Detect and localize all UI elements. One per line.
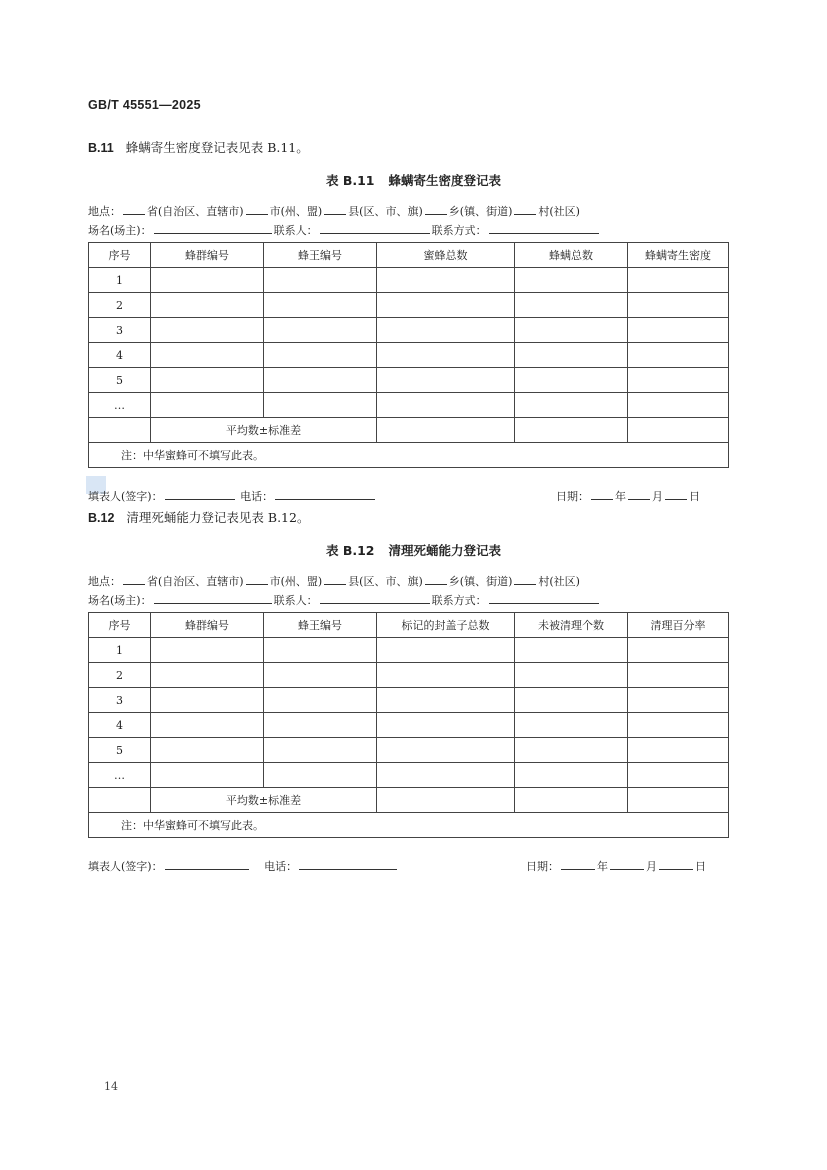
entry-cell[interactable]	[628, 688, 729, 713]
entry-cell[interactable]	[264, 368, 377, 393]
entry-cell[interactable]	[264, 318, 377, 343]
column-header: 蜂群编号	[151, 613, 264, 638]
entry-cell[interactable]	[377, 763, 515, 788]
table-header-row	[89, 613, 729, 638]
entry-cell[interactable]	[264, 638, 377, 663]
entry-cell[interactable]	[377, 638, 515, 663]
row-index: 5	[89, 738, 151, 763]
column-header: 标记的封盖子总数	[377, 613, 515, 638]
table-title	[0, 541, 827, 559]
entry-cell[interactable]	[628, 788, 729, 813]
entry-cell[interactable]	[628, 393, 729, 418]
table-header-row	[89, 243, 729, 268]
entry-cell[interactable]	[628, 268, 729, 293]
section-number: B.11	[88, 141, 114, 155]
entry-cell[interactable]	[628, 638, 729, 663]
entry-cell[interactable]	[377, 268, 515, 293]
entry-cell[interactable]	[628, 738, 729, 763]
table-caption: 清理死蛹能力登记表	[388, 543, 502, 558]
row-index: 2	[89, 293, 151, 318]
column-header: 蜜蜂总数	[377, 243, 515, 268]
table-note: 注：中华蜜蜂可不填写此表。	[89, 443, 729, 468]
note-row	[89, 443, 729, 468]
entry-cell[interactable]	[377, 788, 515, 813]
entry-cell[interactable]	[377, 393, 515, 418]
row-index: 1	[89, 268, 151, 293]
signature-line: 填表人(签字)： 电话： 日期： 年 月 日	[88, 860, 706, 873]
table-row	[89, 393, 729, 418]
table-row	[89, 763, 729, 788]
farm-line: 场名(场主)： 联系人： 联系方式：	[88, 592, 601, 608]
entry-cell[interactable]	[515, 293, 628, 318]
table-number: 表 B.11	[325, 173, 375, 188]
location-line: 地点： 省(自治区、直辖市) 市(州、盟) 县(区、市、旗) 乡(镇、街道) 村(社区)	[88, 205, 580, 218]
column-header: 蜂群编号	[151, 243, 264, 268]
entry-cell[interactable]	[264, 663, 377, 688]
table-row	[89, 368, 729, 393]
entry-cell[interactable]	[264, 268, 377, 293]
page-number: 14	[104, 1080, 118, 1093]
section-intro	[88, 138, 309, 156]
column-header: 序号	[89, 243, 151, 268]
entry-cell[interactable]	[377, 713, 515, 738]
table-caption: 蜂螨寄生密度登记表	[388, 173, 502, 188]
date-field: 日期： 年 月 日	[556, 490, 700, 503]
entry-cell[interactable]	[515, 343, 628, 368]
entry-cell[interactable]	[515, 713, 628, 738]
entry-cell[interactable]	[377, 688, 515, 713]
entry-cell[interactable]	[515, 393, 628, 418]
entry-cell[interactable]	[515, 638, 628, 663]
entry-cell[interactable]	[515, 788, 628, 813]
entry-cell[interactable]	[151, 638, 264, 663]
row-index: 4	[89, 343, 151, 368]
table-number: 表 B.12	[325, 543, 375, 558]
row-index: 1	[89, 638, 151, 663]
standard-number: GB/T 45551—2025	[88, 98, 201, 112]
section-number: B.12	[88, 511, 115, 525]
entry-cell[interactable]	[628, 713, 729, 738]
table-title	[0, 171, 827, 189]
entry-cell[interactable]	[515, 763, 628, 788]
signature-line: 填表人(签字)： 电话： 日期： 年 月 日	[88, 490, 700, 503]
entry-cell[interactable]	[264, 393, 377, 418]
entry-cell[interactable]	[628, 418, 729, 443]
entry-cell[interactable]	[515, 368, 628, 393]
entry-cell[interactable]	[515, 318, 628, 343]
entry-cell[interactable]	[628, 293, 729, 318]
entry-cell[interactable]	[515, 268, 628, 293]
entry-cell[interactable]	[515, 688, 628, 713]
entry-cell[interactable]	[628, 663, 729, 688]
entry-cell[interactable]	[151, 343, 264, 368]
table-row	[89, 293, 729, 318]
entry-cell[interactable]	[628, 343, 729, 368]
section-intro	[88, 508, 309, 526]
entry-cell[interactable]	[515, 738, 628, 763]
entry-cell[interactable]	[264, 688, 377, 713]
entry-cell[interactable]	[151, 688, 264, 713]
entry-cell[interactable]	[151, 318, 264, 343]
entry-cell[interactable]	[377, 293, 515, 318]
row-index: 2	[89, 663, 151, 688]
row-index: …	[89, 393, 151, 418]
table-row	[89, 318, 729, 343]
column-header: 未被清理个数	[515, 613, 628, 638]
farm-line: 场名(场主)： 联系人： 联系方式：	[88, 222, 601, 238]
row-index: 4	[89, 713, 151, 738]
column-header: 清理百分率	[628, 613, 729, 638]
entry-cell[interactable]	[377, 318, 515, 343]
entry-cell[interactable]	[151, 663, 264, 688]
entry-cell[interactable]	[264, 763, 377, 788]
entry-cell[interactable]	[264, 738, 377, 763]
table-row	[89, 688, 729, 713]
entry-cell[interactable]	[377, 418, 515, 443]
entry-cell[interactable]	[515, 663, 628, 688]
entry-cell[interactable]	[628, 318, 729, 343]
summary-row	[89, 418, 729, 443]
entry-cell[interactable]	[377, 663, 515, 688]
registration-table	[88, 242, 729, 468]
section-text: 清理死蛹能力登记表见表 B.12。	[126, 510, 310, 525]
column-header: 序号	[89, 613, 151, 638]
summary-label: 平均数±标准差	[151, 418, 377, 443]
table-row	[89, 268, 729, 293]
entry-cell[interactable]	[264, 293, 377, 318]
entry-cell[interactable]	[151, 713, 264, 738]
entry-cell[interactable]	[628, 763, 729, 788]
section-text: 蜂螨寄生密度登记表见表 B.11。	[125, 140, 309, 155]
note-row	[89, 813, 729, 838]
location-line: 地点： 省(自治区、直辖市) 市(州、盟) 县(区、市、旗) 乡(镇、街道) 村(社区)	[88, 575, 580, 588]
entry-cell[interactable]	[377, 343, 515, 368]
row-index: 3	[89, 688, 151, 713]
entry-cell[interactable]	[151, 368, 264, 393]
column-header: 蜂螨总数	[515, 243, 628, 268]
entry-cell[interactable]	[264, 713, 377, 738]
row-index: 3	[89, 318, 151, 343]
row-index: …	[89, 763, 151, 788]
table-note: 注：中华蜜蜂可不填写此表。	[89, 813, 729, 838]
column-header: 蜂王编号	[264, 613, 377, 638]
summary-row	[89, 788, 729, 813]
summary-label: 平均数±标准差	[151, 788, 377, 813]
entry-cell[interactable]	[515, 418, 628, 443]
entry-cell[interactable]	[151, 763, 264, 788]
entry-cell[interactable]	[151, 268, 264, 293]
table-row	[89, 663, 729, 688]
row-index: 5	[89, 368, 151, 393]
entry-cell[interactable]	[377, 738, 515, 763]
entry-cell[interactable]	[151, 393, 264, 418]
table-row	[89, 713, 729, 738]
entry-cell[interactable]	[264, 343, 377, 368]
column-header: 蜂螨寄生密度	[628, 243, 729, 268]
date-field: 日期： 年 月 日	[526, 860, 706, 873]
entry-cell[interactable]	[377, 368, 515, 393]
column-header: 蜂王编号	[264, 243, 377, 268]
entry-cell[interactable]	[151, 738, 264, 763]
entry-cell[interactable]	[628, 368, 729, 393]
table-row	[89, 738, 729, 763]
table-row	[89, 638, 729, 663]
entry-cell[interactable]	[151, 293, 264, 318]
table-row	[89, 343, 729, 368]
registration-table	[88, 612, 729, 838]
